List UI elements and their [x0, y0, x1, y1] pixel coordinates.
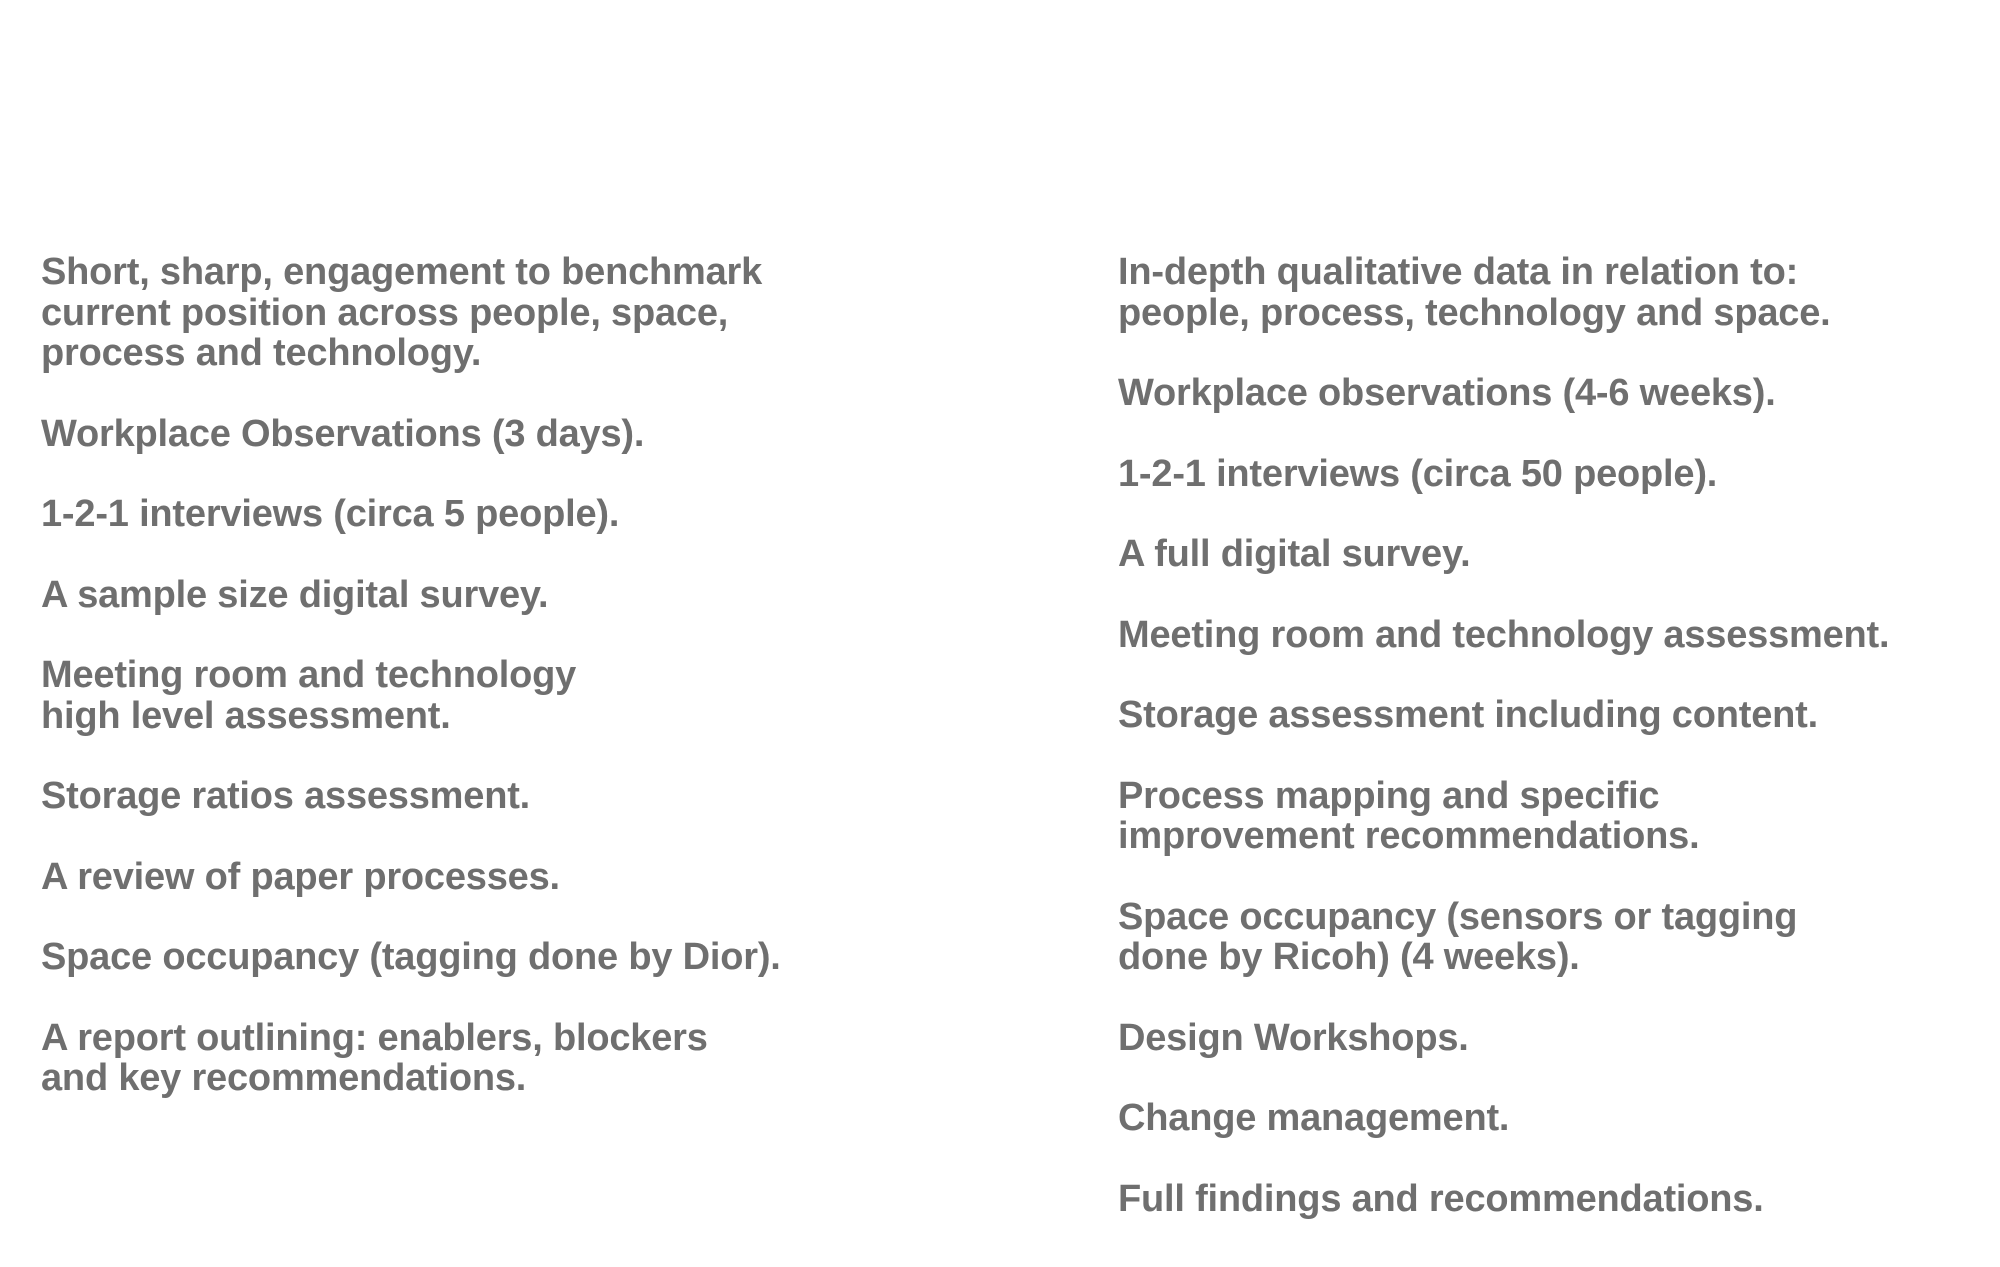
right-offering-column	[1118, 252, 1978, 1259]
left-item-survey: A sample size digital survey.	[41, 573, 549, 616]
right-item-summary: In-depth qualitative data in relation to: people, process, technology and space.	[1118, 251, 1831, 334]
left-item-interviews: 1-2-1 interviews (circa 5 people).	[41, 493, 620, 535]
right-item-space-occupancy: Space occupancy (sensors or tagging done by Ricoh) (4 weeks).	[1118, 895, 1798, 978]
left-item-storage: Storage ratios assessment.	[41, 775, 531, 817]
right-item-interviews: 1-2-1 interviews (circa 50 people).	[1118, 452, 1718, 495]
right-item-process-mapping: Process mapping and specific improvement recommendations.	[1118, 774, 1700, 857]
left-item-meeting-room: Meeting room and technology high level assessment.	[41, 654, 577, 737]
right-item-change-management: Change management.	[1118, 1097, 1510, 1139]
right-item-observations: Workplace observations (4-6 weeks).	[1118, 372, 1776, 414]
right-item-design-workshops: Design Workshops.	[1118, 1016, 1469, 1059]
left-item-observations: Workplace Observations (3 days).	[41, 412, 645, 455]
left-item-paper-processes: A review of paper processes.	[41, 855, 560, 898]
left-item-summary: Short, sharp, engagement to benchmark current position across people, space, process and technology.	[41, 251, 763, 374]
right-item-findings: Full findings and recommendations.	[1118, 1177, 1764, 1220]
right-item-storage: Storage assessment including content.	[1118, 694, 1818, 736]
left-item-space-occupancy: Space occupancy (tagging done by Dior).	[41, 936, 781, 978]
right-item-meeting-room: Meeting room and technology assessment.	[1118, 613, 1890, 656]
right-item-survey: A full digital survey.	[1118, 533, 1471, 575]
left-item-report: A report outlining: enablers, blockers and key recommendations.	[41, 1016, 708, 1099]
left-offering-column	[41, 252, 1041, 1139]
